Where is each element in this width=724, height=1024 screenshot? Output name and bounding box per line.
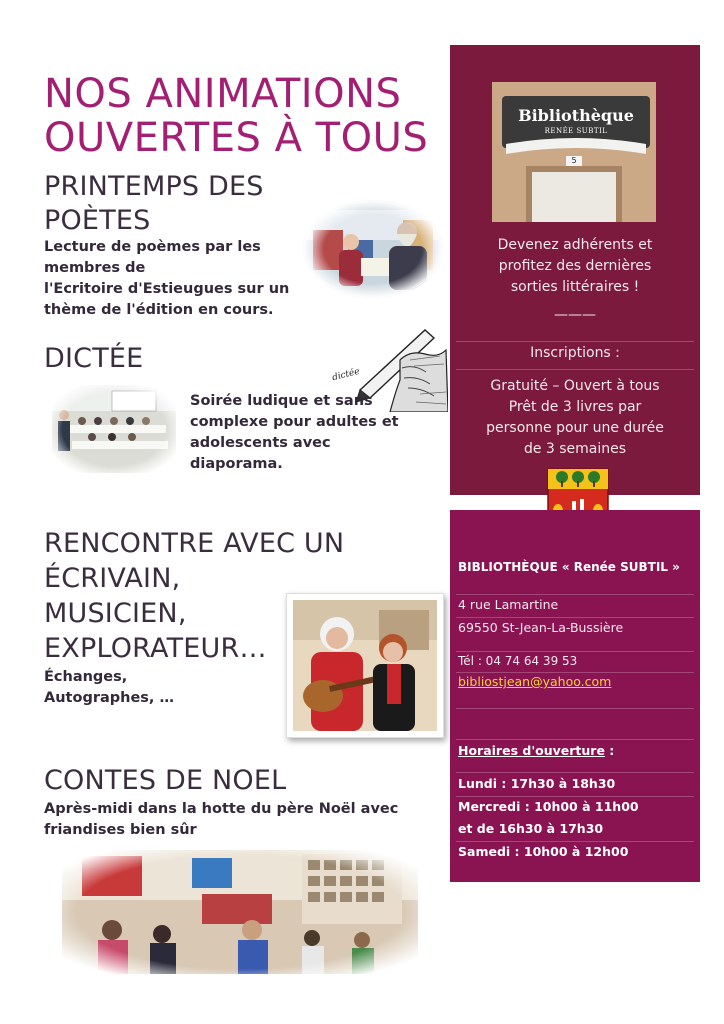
phone-number: Tél : 04 74 64 39 53 [458, 654, 578, 668]
panel-divider [456, 369, 694, 370]
panel-divider [456, 617, 694, 618]
membership-details: Gratuité – Ouvert à tous Prêt de 3 livres par personne pour une durée de 3 semaines [486, 378, 664, 457]
section-title-printemps: PRINTEMPS DES POÈTES [44, 171, 264, 236]
panel-divider [456, 341, 694, 342]
section-title-dictee: DICTÉE [44, 343, 144, 374]
hours-heading: Horaires d'ouverture : [458, 743, 615, 758]
library-sign-subname: RENÉE SUBTIL [544, 127, 608, 135]
section-text-contes: Après-midi dans la hotte du père Noël avec friandises bien sûr [44, 801, 399, 838]
hours-monday: Lundi : 17h30 à 18h30 [458, 776, 616, 791]
panel-divider [456, 796, 694, 797]
membership-promo: Devenez adhérents et profitez des dernières sorties littéraires ! [497, 237, 653, 295]
address-line-2: 69550 St-Jean-La-Bussière [458, 620, 624, 635]
panel-divider [456, 651, 694, 652]
photo-poetry-reading [303, 200, 443, 298]
hours-wednesday: Mercredi : 10h00 à 11h00 [458, 799, 639, 814]
panel-separator: ——— [554, 307, 596, 323]
hours-wednesday-afternoon: et de 16h30 à 17h30 [458, 821, 604, 836]
photo-christmas-stories [62, 850, 418, 974]
photo-musician-guests [286, 593, 444, 738]
panel-divider [456, 594, 694, 595]
info-panel-membership [450, 45, 700, 495]
inscriptions-label: Inscriptions : [530, 345, 620, 361]
section-text-printemps: Lecture de poèmes par les membres de l'Ecritoire d'Estieugues sur un thème de l'édition en cours. [44, 239, 290, 318]
section-text-dictee: Soirée ludique et sans complexe pour adultes et adolescents avec diaporama. [190, 393, 399, 472]
hours-saturday: Samedi : 10h00 à 12h00 [458, 844, 629, 859]
library-sign-name: Bibliothèque [518, 106, 634, 125]
panel-divider [456, 672, 694, 673]
panel-divider [456, 739, 694, 740]
section-title-contes: CONTES DE NOEL [44, 765, 287, 796]
main-title: NOS ANIMATIONS OUVERTES À TOUS [44, 71, 429, 161]
email-link[interactable]: bibliostjean@yahoo.com [458, 674, 612, 689]
address-line-1: 4 rue Lamartine [458, 597, 559, 612]
library-name: BIBLIOTHÈQUE « Renée SUBTIL » [458, 560, 680, 574]
photo-library-sign [492, 82, 656, 222]
panel-divider [456, 708, 694, 709]
photo-dictation-room [52, 385, 176, 473]
section-text-rencontre: Échanges, Autographes, … [44, 669, 174, 706]
library-sign-number: 5 [571, 156, 577, 165]
section-title-rencontre: RENCONTRE AVEC UN ÉCRIVAIN, MUSICIEN, EXPLORATEUR… [44, 528, 345, 664]
dictee-drawing-caption: dictée [331, 366, 361, 384]
info-panel-contact [450, 510, 700, 882]
panel-divider [456, 841, 694, 842]
panel-divider [456, 772, 694, 773]
